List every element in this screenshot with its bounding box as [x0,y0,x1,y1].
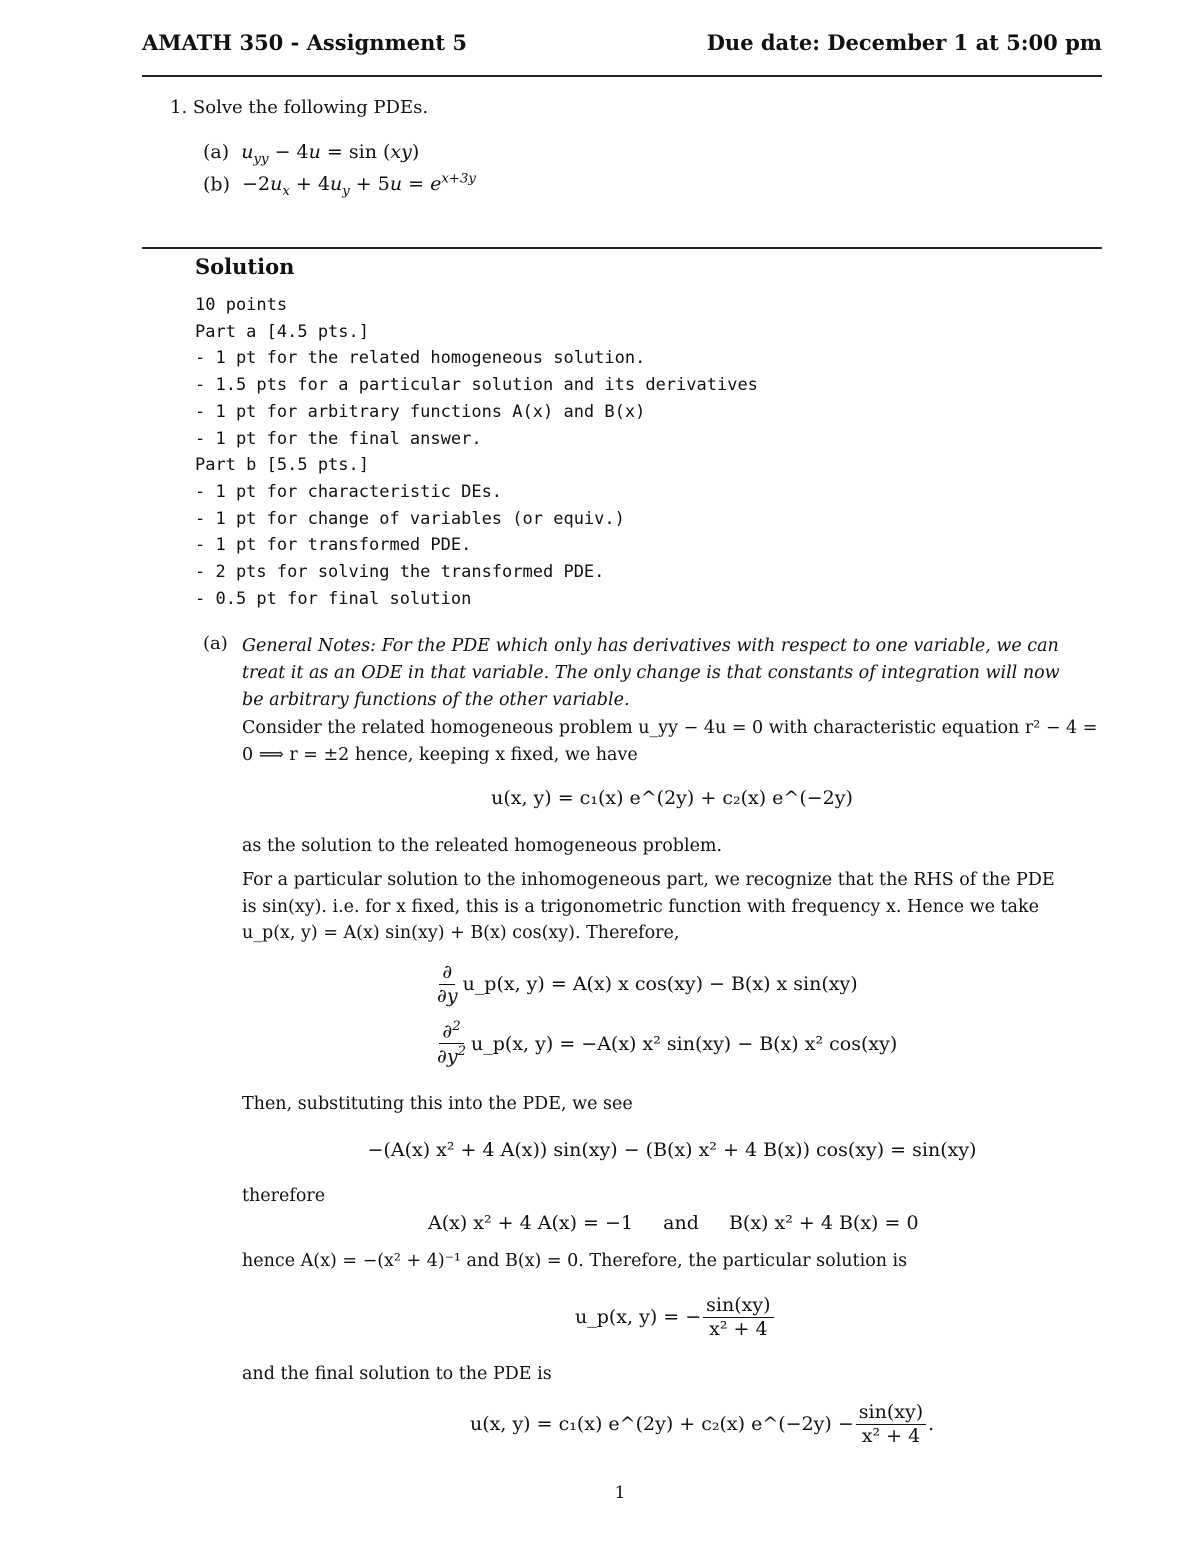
substituted-equation: −(A(x) x² + 4 A(x)) sin(xy) − (B(x) x² + 4 B(x)) cos(xy) = sin(xy) [367,1139,977,1161]
rubric-line: - 0.5 pt for final solution [195,588,472,609]
solution-part-a-label: (a) [203,633,228,654]
substitution-intro: Then, substituting this into the PDE, we see [242,1094,633,1114]
second-derivative-rhs: u_p(x, y) = −A(x) x² sin(xy) − B(x) x² cos(xy) [471,1032,898,1055]
coefficient-eq-a: A(x) x² + 4 A(x) = −1 [428,1212,634,1234]
rubric-line: - 1 pt for change of variables (or equiv.) [195,508,625,529]
coefficient-eq-b: B(x) x² + 4 B(x) = 0 [728,1212,919,1234]
particular-numerator: sin(xy) [703,1295,773,1318]
rubric-line: - 2 pts for solving the transformed PDE. [195,562,605,583]
partial-y-operator: $\frac{\partial}{\partial y}$ [437,961,458,1007]
solution-heading: Solution [195,254,295,279]
notes-line: be arbitrary functions of the other variable. [242,690,630,710]
notes-line: treat it as an ODE in that variable. The only change is that constants of integration will now [242,663,1060,683]
solution-rule [142,247,1102,249]
rubric-line: 10 points [195,295,288,315]
part-a-label: (a) [203,141,230,163]
final-solution: u(x, y) = c₁(x) e^(2y) + c₂(x) e^(−2y) − $\frac{\sin(xy)}{\text{x² + 4}}$ . [470,1401,935,1447]
problem-number: 1. [170,97,188,118]
problem-prompt: Solve the following PDEs. [192,97,429,118]
rubric-line: - 1 pt for transformed PDE. [195,535,472,556]
problem-part-b [203,172,476,199]
particular-line: is sin(xy). i.e. for x fixed, this is a trigonometric function with frequency x. Hence we take [242,896,1039,917]
consider-line: Consider the related homogeneous problem u_yy − 4u = 0 with characteristic equation r² − 4 = [242,718,1098,738]
part-a-equation: $u_{yy} - 4u = \sin (xy)$ [241,141,420,167]
particular-lhs: u_p(x, y) = − [575,1306,702,1329]
particular-line: For a particular solution to the inhomogeneous part, we recognize that the RHS of the PDE [242,870,1055,890]
final-numerator: sin(xy) [856,1402,926,1425]
hence-line: hence A(x) = −(x² + 4)⁻¹ and B(x) = 0. Therefore, the particular solution is [242,1251,908,1271]
and-word: and [663,1212,699,1234]
particular-solution [575,1295,776,1340]
coefficient-equations [428,1212,919,1234]
rubric-line: - 1.5 pts for a particular solution and its derivatives [195,375,758,396]
problem-part-a [203,141,419,167]
partial-yy-operator: $\frac{\partial^2}{\partial y^2}$ [437,1019,467,1068]
due-date: Due date: December 1 at 5:00 pm [706,30,1102,55]
first-derivative-rhs: u_p(x, y) = A(x) x cos(xy) − B(x) x sin(xy) [462,973,858,996]
therefore-word: therefore [242,1186,326,1206]
part-b-equation: $-2u_x + 4u_y + 5u = e^{x+3y}$ [242,172,476,200]
part-b-label: (b) [203,173,230,196]
rubric [195,292,758,612]
final-denominator: x² + 4 [861,1424,921,1447]
particular-denominator: x² + 4 [709,1317,768,1340]
first-derivative [432,962,858,1007]
rubric-line: - 1 pt for characteristic DEs. [195,481,503,502]
particular-paragraph [242,867,1055,947]
homogeneous-remark: as the solution to the releated homogeneous problem. [242,836,723,856]
rubric-line: Part a [4.5 pts.] [195,321,369,342]
rubric-line: - 1 pt for the final answer. [195,428,482,449]
course-title: AMATH 350 - Assignment 5 [142,30,467,55]
page-number: 1 [614,1483,626,1503]
rubric-line: - 1 pt for arbitrary functions A(x) and B(x) [195,401,646,422]
rubric-line: - 1 pt for the related homogeneous solution. [195,348,646,369]
final-intro: and the final solution to the PDE is [242,1364,552,1384]
rubric-line: Part b [5.5 pts.] [195,455,369,476]
header-rule [142,75,1102,77]
consider-line: 0 ⟹ r = ±2 hence, keeping x fixed, we have [242,745,638,765]
notes-line: General Notes: For the PDE which only has derivatives with respect to one variable, we can [242,636,1059,656]
second-derivative [432,1020,897,1067]
homogeneous-solution: u(x, y) = c₁(x) e^(2y) + c₂(x) e^(−2y) [491,787,853,809]
consider-paragraph [242,715,1097,769]
final-lhs: u(x, y) = c₁(x) e^(2y) + c₂(x) e^(−2y) − [470,1413,854,1436]
particular-fraction [703,1295,773,1340]
particular-line: u_p(x, y) = A(x) sin(xy) + B(x) cos(xy). Therefore, [242,923,680,943]
final-fraction [856,1402,926,1447]
general-notes [242,633,1060,714]
problem-statement [170,97,428,118]
